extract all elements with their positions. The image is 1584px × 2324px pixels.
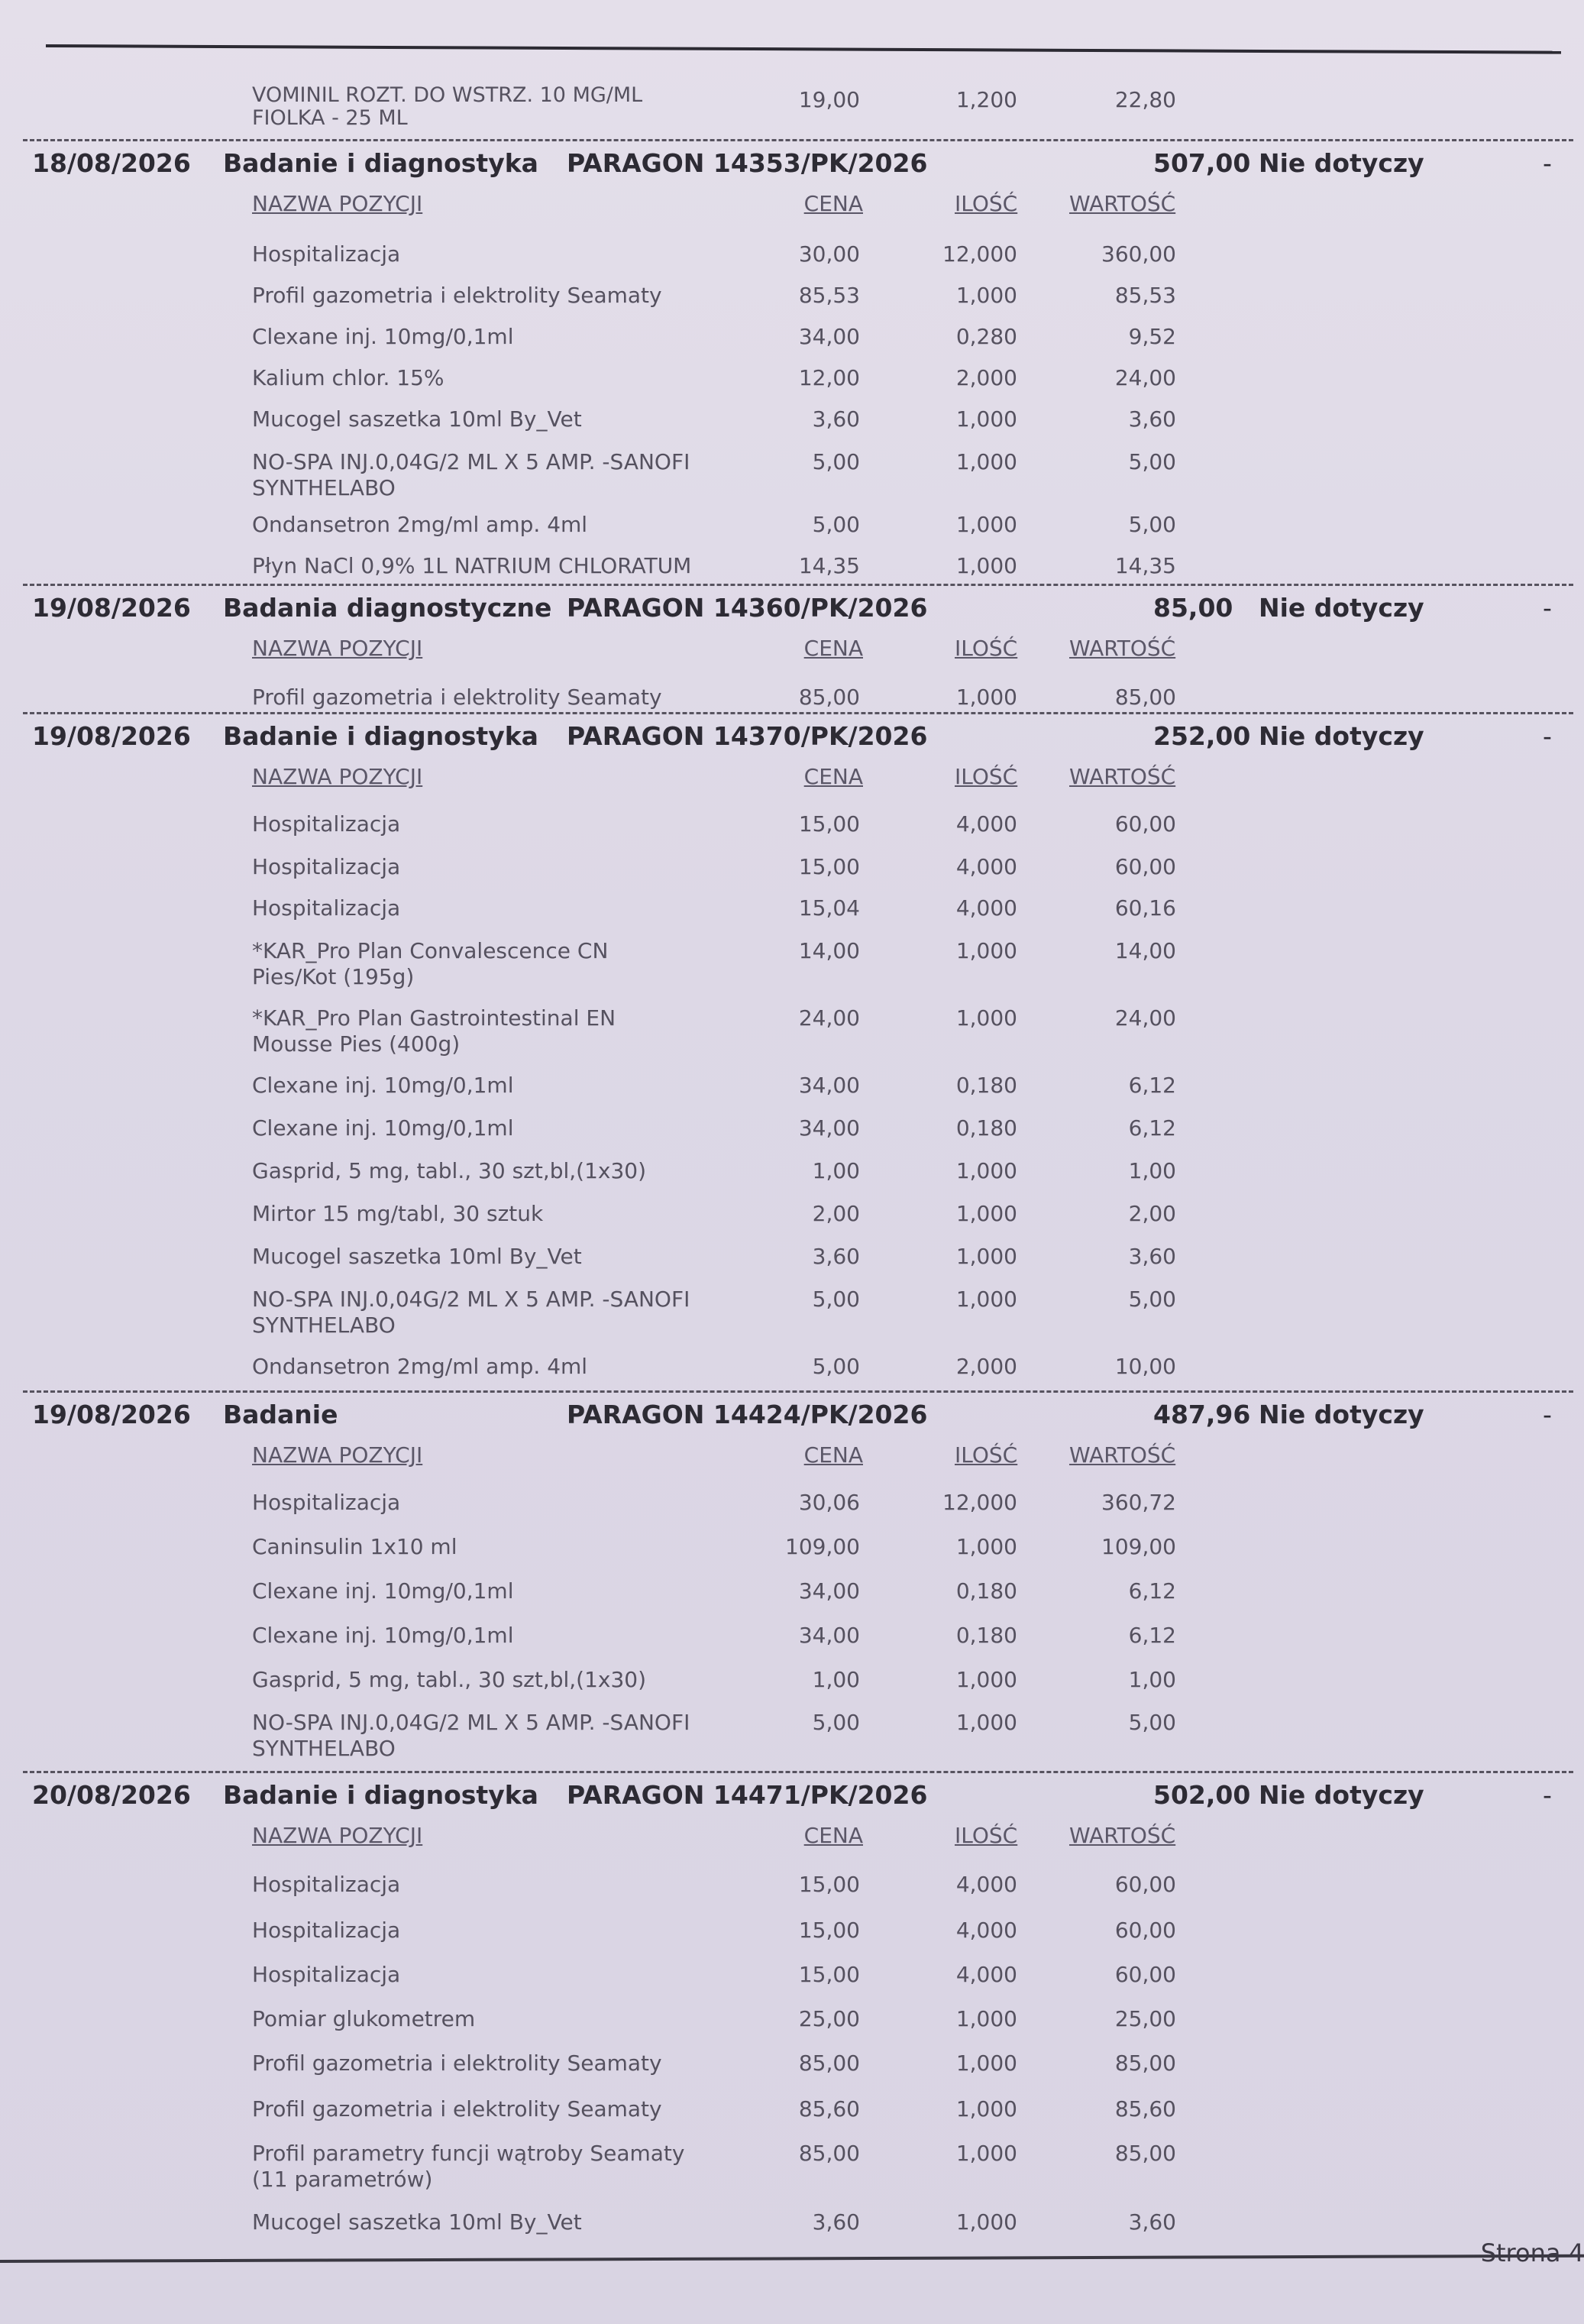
column-qty-header: ILOŚĆ xyxy=(955,191,1018,216)
item-value: 60,00 xyxy=(1114,1918,1176,1943)
column-header-row xyxy=(0,191,1584,222)
item-price: 34,00 xyxy=(798,1115,860,1141)
item-qty: 1,000 xyxy=(955,1710,1017,1735)
item-value: 85,00 xyxy=(1114,2141,1176,2166)
item-value: 6,12 xyxy=(1128,1623,1176,1648)
item-price: 5,00 xyxy=(812,512,860,537)
item-price: 85,60 xyxy=(798,2096,860,2122)
bottom-rule xyxy=(0,2254,1584,2263)
item-qty: 1,000 xyxy=(955,2006,1017,2031)
item-value: 3,60 xyxy=(1128,406,1176,432)
receipt-header xyxy=(0,1777,1584,1817)
item-value: 60,00 xyxy=(1114,811,1176,837)
receipt-number: PARAGON 14353/PK/2026 xyxy=(567,148,928,178)
carryover-qty: 1,200 xyxy=(955,87,1017,112)
column-name-header: NAZWA POZYCJI xyxy=(252,636,423,661)
item-price: 1,00 xyxy=(812,1158,860,1183)
carryover-price: 19,00 xyxy=(798,87,860,112)
item-qty: 4,000 xyxy=(955,811,1017,837)
item-value: 24,00 xyxy=(1114,1005,1176,1031)
item-name: Mirtor 15 mg/tabl, 30 sztuk xyxy=(252,1201,544,1226)
item-value: 9,52 xyxy=(1128,324,1176,349)
receipt-type: Badanie i diagnostyka xyxy=(223,721,538,751)
receipt-date: 19/08/2026 xyxy=(32,1400,191,1429)
carryover-name: VOMINIL ROZT. DO WSTRZ. 10 MG/ML FIOLKA - 25 ML xyxy=(252,83,643,130)
receipt-status: Nie dotyczy xyxy=(1259,148,1424,178)
receipt-date: 20/08/2026 xyxy=(32,1780,191,1810)
item-name: Profil gazometria i elektrolity Seamaty xyxy=(252,2096,662,2122)
item-qty: 4,000 xyxy=(955,1872,1017,1897)
item-price: 3,60 xyxy=(812,2209,860,2235)
item-value: 1,00 xyxy=(1128,1667,1176,1692)
item-value: 5,00 xyxy=(1128,449,1176,474)
column-qty-header: ILOŚĆ xyxy=(955,636,1018,661)
column-qty-header: ILOŚĆ xyxy=(955,764,1018,789)
item-value: 85,60 xyxy=(1114,2096,1176,2122)
item-qty: 4,000 xyxy=(955,854,1017,879)
receipt-dash: - xyxy=(1543,593,1552,623)
receipt-header xyxy=(0,718,1584,758)
item-price: 30,00 xyxy=(798,241,860,267)
item-name: Clexane inj. 10mg/0,1ml xyxy=(252,1623,514,1648)
item-qty: 4,000 xyxy=(955,1962,1017,1987)
item-name: Clexane inj. 10mg/0,1ml xyxy=(252,1115,514,1141)
item-price: 5,00 xyxy=(812,449,860,474)
receipt-number: PARAGON 14471/PK/2026 xyxy=(567,1780,928,1810)
receipt-separator xyxy=(23,712,1573,714)
column-qty-header: ILOŚĆ xyxy=(955,1442,1018,1468)
item-name: Hospitalizacja xyxy=(252,895,401,921)
item-qty: 1,000 xyxy=(955,1287,1017,1312)
item-qty: 12,000 xyxy=(942,241,1017,267)
item-price: 85,53 xyxy=(798,283,860,308)
receipt-date: 19/08/2026 xyxy=(32,593,191,623)
item-qty: 4,000 xyxy=(955,895,1017,921)
column-header-row xyxy=(0,1823,1584,1853)
item-name: Caninsulin 1x10 ml xyxy=(252,1534,457,1559)
item-name: Profil gazometria i elektrolity Seamaty xyxy=(252,283,662,308)
item-value: 360,00 xyxy=(1101,241,1176,267)
receipt-status: Nie dotyczy xyxy=(1259,1780,1424,1810)
column-price-header: CENA xyxy=(803,191,863,216)
item-qty: 1,000 xyxy=(955,512,1017,537)
item-value: 5,00 xyxy=(1128,1287,1176,1312)
item-name: Ondansetron 2mg/ml amp. 4ml xyxy=(252,512,588,537)
item-price: 85,00 xyxy=(798,2141,860,2166)
receipt-header xyxy=(0,145,1584,185)
item-qty: 1,000 xyxy=(955,406,1017,432)
item-qty: 1,000 xyxy=(955,1201,1017,1226)
receipt-dash: - xyxy=(1543,1400,1552,1429)
receipt-dash: - xyxy=(1543,721,1552,751)
page-number: Strona 4 xyxy=(1480,2238,1584,2267)
item-qty: 0,280 xyxy=(955,324,1017,349)
item-value: 60,00 xyxy=(1114,1962,1176,1987)
item-price: 15,00 xyxy=(798,854,860,879)
item-name: Gasprid, 5 mg, tabl., 30 szt,bl,(1x30) xyxy=(252,1158,647,1183)
item-value: 24,00 xyxy=(1114,365,1176,390)
item-name: Clexane inj. 10mg/0,1ml xyxy=(252,324,514,349)
item-price: 85,00 xyxy=(798,2050,860,2076)
receipt-header xyxy=(0,1397,1584,1436)
item-price: 15,00 xyxy=(798,811,860,837)
item-qty: 1,000 xyxy=(955,2141,1017,2166)
column-price-header: CENA xyxy=(803,1823,863,1848)
item-qty: 0,180 xyxy=(955,1623,1017,1648)
receipt-separator xyxy=(23,584,1573,586)
column-value-header: WARTOŚĆ xyxy=(1069,636,1176,661)
item-value: 85,00 xyxy=(1114,2050,1176,2076)
item-name: Kalium chlor. 15% xyxy=(252,365,444,390)
item-name: Hospitalizacja xyxy=(252,1872,401,1897)
receipt-status: Nie dotyczy xyxy=(1259,1400,1424,1429)
item-qty: 12,000 xyxy=(942,1490,1017,1515)
item-name: Ondansetron 2mg/ml amp. 4ml xyxy=(252,1354,588,1379)
item-name: Płyn NaCl 0,9% 1L NATRIUM CHLORATUM xyxy=(252,553,692,578)
column-header-row xyxy=(0,764,1584,795)
item-qty: 1,000 xyxy=(955,283,1017,308)
item-price: 15,04 xyxy=(798,895,860,921)
receipt-separator xyxy=(23,139,1573,141)
item-price: 14,35 xyxy=(798,553,860,578)
column-price-header: CENA xyxy=(803,636,863,661)
column-qty-header: ILOŚĆ xyxy=(955,1823,1018,1848)
item-name: Hospitalizacja xyxy=(252,241,401,267)
item-qty: 1,000 xyxy=(955,449,1017,474)
column-value-header: WARTOŚĆ xyxy=(1069,1442,1176,1468)
item-price: 1,00 xyxy=(812,1667,860,1692)
receipt-type: Badanie xyxy=(223,1400,338,1429)
item-price: 34,00 xyxy=(798,324,860,349)
item-value: 14,35 xyxy=(1114,553,1176,578)
receipt-number: PARAGON 14360/PK/2026 xyxy=(567,593,928,623)
item-name: Mucogel saszetka 10ml By_Vet xyxy=(252,2209,582,2235)
receipt-type: Badanie i diagnostyka xyxy=(223,148,538,178)
item-price: 25,00 xyxy=(798,2006,860,2031)
item-price: 3,60 xyxy=(812,1244,860,1269)
item-name: *KAR_Pro Plan Gastrointestinal EN Mousse Pies (400g) xyxy=(252,1005,616,1057)
item-price: 15,00 xyxy=(798,1918,860,1943)
column-value-header: WARTOŚĆ xyxy=(1069,191,1176,216)
item-name: Profil gazometria i elektrolity Seamaty xyxy=(252,685,662,710)
item-name: Profil parametry funcji wątroby Seamaty (11 parametrów) xyxy=(252,2141,685,2192)
item-name: Mucogel saszetka 10ml By_Vet xyxy=(252,1244,582,1269)
item-qty: 2,000 xyxy=(955,1354,1017,1379)
item-qty: 1,000 xyxy=(955,553,1017,578)
column-name-header: NAZWA POZYCJI xyxy=(252,764,423,789)
item-name: Gasprid, 5 mg, tabl., 30 szt,bl,(1x30) xyxy=(252,1667,647,1692)
receipt-dash: - xyxy=(1543,1780,1552,1810)
column-value-header: WARTOŚĆ xyxy=(1069,1823,1176,1848)
item-qty: 1,000 xyxy=(955,2096,1017,2122)
carryover-value: 22,80 xyxy=(1114,87,1176,112)
item-price: 14,00 xyxy=(798,938,860,963)
item-price: 3,60 xyxy=(812,406,860,432)
item-price: 5,00 xyxy=(812,1354,860,1379)
item-value: 6,12 xyxy=(1128,1073,1176,1098)
item-name: Hospitalizacja xyxy=(252,811,401,837)
receipt-total: 85,00 xyxy=(1153,593,1233,623)
item-qty: 1,000 xyxy=(955,1244,1017,1269)
item-value: 85,53 xyxy=(1114,283,1176,308)
receipt-header xyxy=(0,590,1584,630)
item-value: 1,00 xyxy=(1128,1158,1176,1183)
item-price: 30,06 xyxy=(798,1490,860,1515)
receipt-type: Badanie i diagnostyka xyxy=(223,1780,538,1810)
item-price: 34,00 xyxy=(798,1073,860,1098)
item-price: 85,00 xyxy=(798,685,860,710)
item-price: 15,00 xyxy=(798,1872,860,1897)
item-value: 6,12 xyxy=(1128,1578,1176,1604)
item-qty: 1,000 xyxy=(955,1158,1017,1183)
item-price: 2,00 xyxy=(812,1201,860,1226)
item-value: 6,12 xyxy=(1128,1115,1176,1141)
column-name-header: NAZWA POZYCJI xyxy=(252,1823,423,1848)
item-qty: 2,000 xyxy=(955,365,1017,390)
receipt-status: Nie dotyczy xyxy=(1259,721,1424,751)
item-qty: 1,000 xyxy=(955,2209,1017,2235)
item-value: 10,00 xyxy=(1114,1354,1176,1379)
item-name: Hospitalizacja xyxy=(252,1918,401,1943)
item-qty: 1,000 xyxy=(955,938,1017,963)
receipt-separator xyxy=(23,1390,1573,1393)
item-name: Hospitalizacja xyxy=(252,854,401,879)
item-name: Mucogel saszetka 10ml By_Vet xyxy=(252,406,582,432)
item-name: NO-SPA INJ.0,04G/2 ML X 5 AMP. -SANOFI SYNTHELABO xyxy=(252,449,690,500)
item-value: 109,00 xyxy=(1101,1534,1176,1559)
item-value: 60,00 xyxy=(1114,854,1176,879)
item-qty: 4,000 xyxy=(955,1918,1017,1943)
item-price: 5,00 xyxy=(812,1287,860,1312)
item-value: 2,00 xyxy=(1128,1201,1176,1226)
item-value: 25,00 xyxy=(1114,2006,1176,2031)
item-name: Profil gazometria i elektrolity Seamaty xyxy=(252,2050,662,2076)
column-value-header: WARTOŚĆ xyxy=(1069,764,1176,789)
receipt-total: 507,00 xyxy=(1153,148,1251,178)
column-name-header: NAZWA POZYCJI xyxy=(252,1442,423,1468)
item-name: Clexane inj. 10mg/0,1ml xyxy=(252,1578,514,1604)
item-qty: 0,180 xyxy=(955,1073,1017,1098)
receipt-number: PARAGON 14370/PK/2026 xyxy=(567,721,928,751)
receipt-date: 18/08/2026 xyxy=(32,148,191,178)
item-price: 5,00 xyxy=(812,1710,860,1735)
receipt-date: 19/08/2026 xyxy=(32,721,191,751)
item-value: 5,00 xyxy=(1128,512,1176,537)
item-qty: 1,000 xyxy=(955,1667,1017,1692)
item-value: 5,00 xyxy=(1128,1710,1176,1735)
column-name-header: NAZWA POZYCJI xyxy=(252,191,423,216)
receipt-status: Nie dotyczy xyxy=(1259,593,1424,623)
item-price: 34,00 xyxy=(798,1578,860,1604)
item-price: 109,00 xyxy=(785,1534,860,1559)
receipt-total: 252,00 xyxy=(1153,721,1251,751)
item-qty: 1,000 xyxy=(955,685,1017,710)
item-qty: 0,180 xyxy=(955,1578,1017,1604)
item-qty: 0,180 xyxy=(955,1115,1017,1141)
receipt-total: 502,00 xyxy=(1153,1780,1251,1810)
item-name: Clexane inj. 10mg/0,1ml xyxy=(252,1073,514,1098)
item-price: 24,00 xyxy=(798,1005,860,1031)
item-name: Pomiar glukometrem xyxy=(252,2006,476,2031)
item-price: 34,00 xyxy=(798,1623,860,1648)
item-value: 60,16 xyxy=(1114,895,1176,921)
item-value: 85,00 xyxy=(1114,685,1176,710)
item-qty: 1,000 xyxy=(955,2050,1017,2076)
item-value: 360,72 xyxy=(1101,1490,1176,1515)
column-header-row xyxy=(0,1442,1584,1473)
item-name: NO-SPA INJ.0,04G/2 ML X 5 AMP. -SANOFI SYNTHELABO xyxy=(252,1710,690,1761)
item-value: 3,60 xyxy=(1128,1244,1176,1269)
item-price: 15,00 xyxy=(798,1962,860,1987)
item-value: 3,60 xyxy=(1128,2209,1176,2235)
top-rule xyxy=(46,44,1561,54)
receipt-dash: - xyxy=(1543,148,1552,178)
item-value: 14,00 xyxy=(1114,938,1176,963)
item-name: NO-SPA INJ.0,04G/2 ML X 5 AMP. -SANOFI SYNTHELABO xyxy=(252,1287,690,1338)
item-qty: 1,000 xyxy=(955,1005,1017,1031)
receipt-number: PARAGON 14424/PK/2026 xyxy=(567,1400,928,1429)
item-name: Hospitalizacja xyxy=(252,1962,401,1987)
column-price-header: CENA xyxy=(803,1442,863,1468)
receipt-type: Badania diagnostyczne xyxy=(223,593,552,623)
receipt-separator xyxy=(23,1771,1573,1773)
receipt-total: 487,96 xyxy=(1153,1400,1251,1429)
column-header-row xyxy=(0,636,1584,666)
item-price: 12,00 xyxy=(798,365,860,390)
item-name: Hospitalizacja xyxy=(252,1490,401,1515)
item-value: 60,00 xyxy=(1114,1872,1176,1897)
item-qty: 1,000 xyxy=(955,1534,1017,1559)
item-name: *KAR_Pro Plan Convalescence CN Pies/Kot (195g) xyxy=(252,938,609,989)
column-price-header: CENA xyxy=(803,764,863,789)
